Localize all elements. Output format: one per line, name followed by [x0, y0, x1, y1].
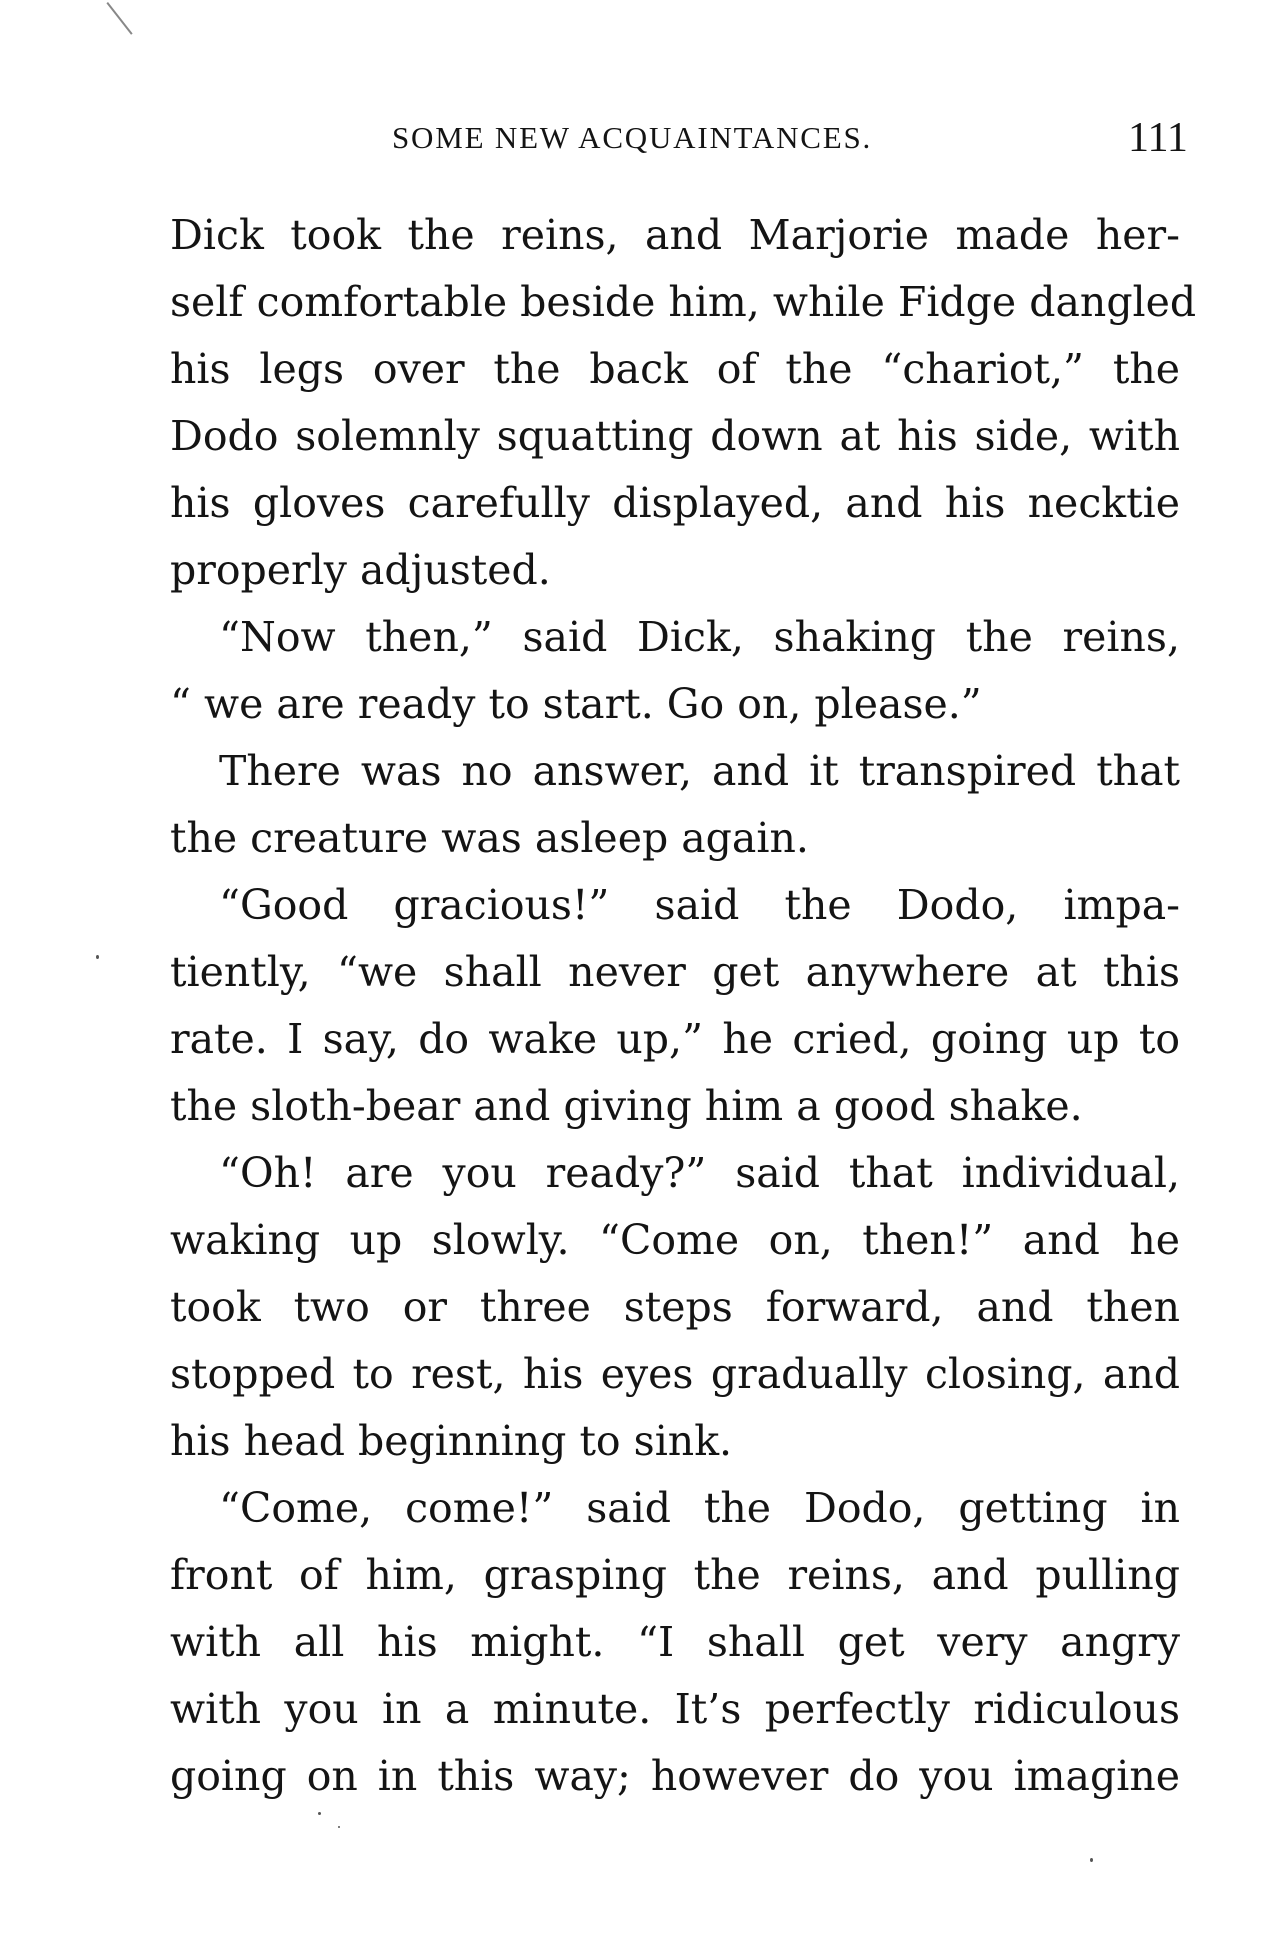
text-line: properly adjusted. [170, 546, 551, 594]
text-line: There was no answer, and it transpired that [219, 747, 1180, 795]
text-line: front of him, grasping the reins, and pulling [170, 1551, 1180, 1599]
text-line: with all his might. “I shall get very angry [170, 1618, 1180, 1666]
running-title: SOME NEW ACQUAINTANCES. [392, 120, 873, 155]
page-number: 111 [1128, 115, 1188, 161]
text-line: “Now then,” said Dick, shaking the reins, [219, 613, 1180, 661]
text-line: rate. I say, do wake up,” he cried, going up to [170, 1015, 1180, 1063]
text-line: stopped to rest, his eyes gradually closing, and [170, 1350, 1180, 1398]
text-line: “Oh! are you ready?” said that individual, [219, 1149, 1180, 1197]
text-line: his head beginning to sink. [170, 1417, 733, 1465]
text-line: with you in a minute. It’s perfectly ridiculous [170, 1685, 1180, 1733]
text-line: his legs over the back of the “chariot,” the [170, 345, 1180, 393]
ink-speck [318, 1812, 321, 1815]
text-line: going on in this way; however do you imagine [170, 1752, 1180, 1800]
text-line: waking up slowly. “Come on, then!” and he [170, 1216, 1180, 1264]
body-text [170, 202, 1197, 1810]
text-line: “Come, come!” said the Dodo, getting in [219, 1484, 1180, 1532]
text-line: took two or three steps forward, and then [170, 1283, 1180, 1331]
text-line: his gloves carefully displayed, and his necktie [170, 479, 1180, 527]
ink-speck [96, 955, 99, 959]
text-line: the creature was asleep again. [170, 814, 809, 862]
page-header [0, 115, 1277, 168]
text-line: the sloth-bear and giving him a good shake. [170, 1082, 1083, 1130]
scan-mark [106, 2, 132, 35]
text-line: self comfortable beside him, while Fidge dangled [170, 278, 1197, 326]
text-line: Dodo solemnly squatting down at his side, with [170, 412, 1180, 460]
ink-speck [338, 1826, 340, 1828]
ink-speck [1090, 1858, 1093, 1862]
text-line: “ we are ready to start. Go on, please.” [170, 680, 982, 728]
text-line: tiently, “we shall never get anywhere at this [170, 948, 1180, 996]
text-line: “Good gracious!” said the Dodo, impa- [219, 881, 1180, 929]
text-line: Dick took the reins, and Marjorie made her- [170, 211, 1180, 259]
